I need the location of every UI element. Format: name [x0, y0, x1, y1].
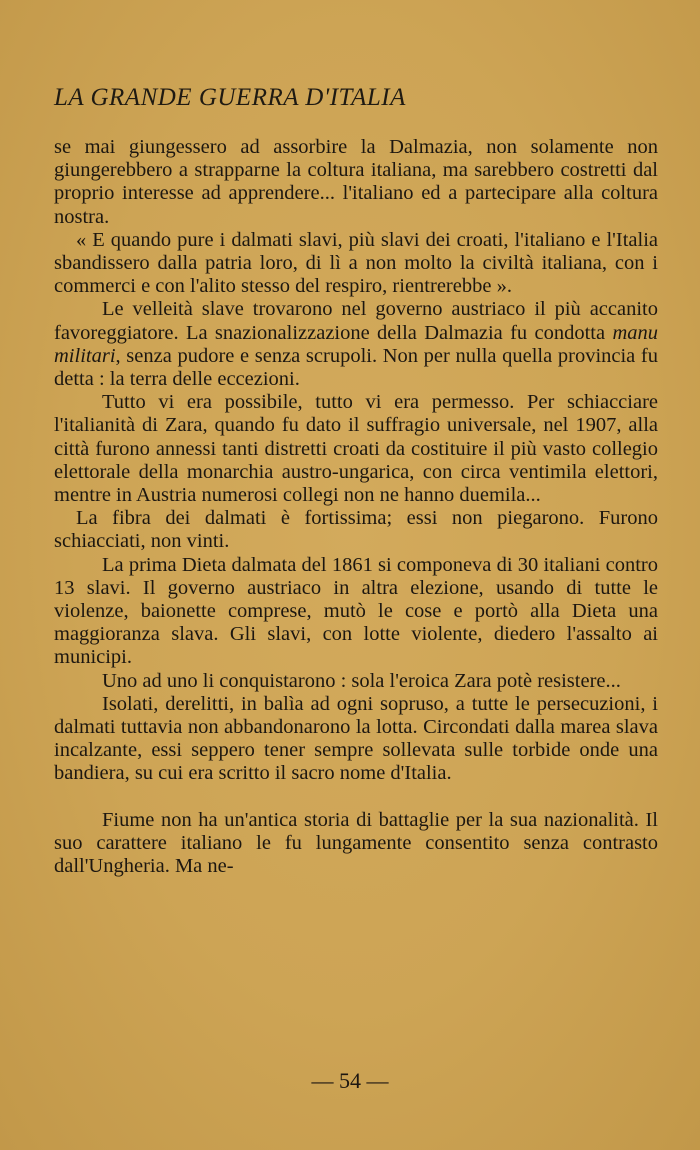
paragraph: Isolati, derelitti, in balìa ad ogni sopruso, a tutte le persecuzioni, i dalmati tuttavia non abbandonarono la lotta. Circondati dalla marea slava incalzante, essi seppero tener sempre sollevata sulle torbide onde una bandiera, su cui era scritto il sacro nome d'Italia.	[54, 692, 658, 785]
page-number: — 54 —	[311, 1068, 389, 1093]
paragraph	[54, 298, 658, 391]
paragraph: se mai giungessero ad assorbire la Dalmazia, non solamente non giungerebbero a strapparne la coltura italiana, ma sarebbero costretti dal proprio interesse ad apprendere... l'italiano ed a partecipare alla coltura nostra.	[54, 136, 658, 228]
paragraph: Uno ad uno li conquistarono : sola l'eroica Zara potè resistere...	[102, 669, 621, 692]
paragraph: Fiume non ha un'antica storia di battaglie per la sua nazionalità. Il suo carattere italiano le fu lungamente consentito senza contrasto dall'Ungheria. Ma ne-	[54, 808, 658, 878]
paragraph: La prima Dieta dalmata del 1861 si componeva di 30 italiani contro 13 slavi. Il governo austriaco in altra elezione, usando di tutte le violenze, baionette comprese, mutò le cose e portò alla Dieta una maggioranza slava. Gli slavi, con lotte violente, diedero l'assalto ai municipi.	[54, 553, 658, 669]
body-text	[54, 136, 658, 878]
paragraph: « E quando pure i dalmati slavi, più slavi dei croati, l'italiano e l'Italia sbandissero dalla patria loro, di lì a non molto la civiltà italiana, con i commerci e con l'alito stesso del respiro, rientrerebbe ».	[54, 228, 658, 298]
paragraph: La fibra dei dalmati è fortissima; essi non piegarono. Furono schiacciati, non vinti.	[54, 507, 658, 553]
paragraph-text: , senza pudore e senza scrupoli. Non per nulla quella provincia fu detta : la terra delle eccezioni.	[54, 344, 658, 391]
running-title: LA GRANDE GUERRA D'ITALIA	[54, 84, 406, 111]
italic-phrase: manu militari	[54, 321, 658, 367]
paragraph-text: Le velleità slave trovarono nel governo austriaco il più accanito favoreggiatore. La snazionalizzazione della Dalmazia fu condotta	[54, 298, 658, 344]
paragraph: Tutto vi era possibile, tutto vi era permesso. Per schiacciare l'italianità di Zara, quando fu dato il suffragio universale, nel 1907, alla città furono annessi tanti distretti croati da costituire il più vasto collegio elettorale della monarchia austro-ungarica, con circa ventimila elettori, mentre in Austria numerosi collegi non ne hanno duemila...	[54, 391, 658, 507]
